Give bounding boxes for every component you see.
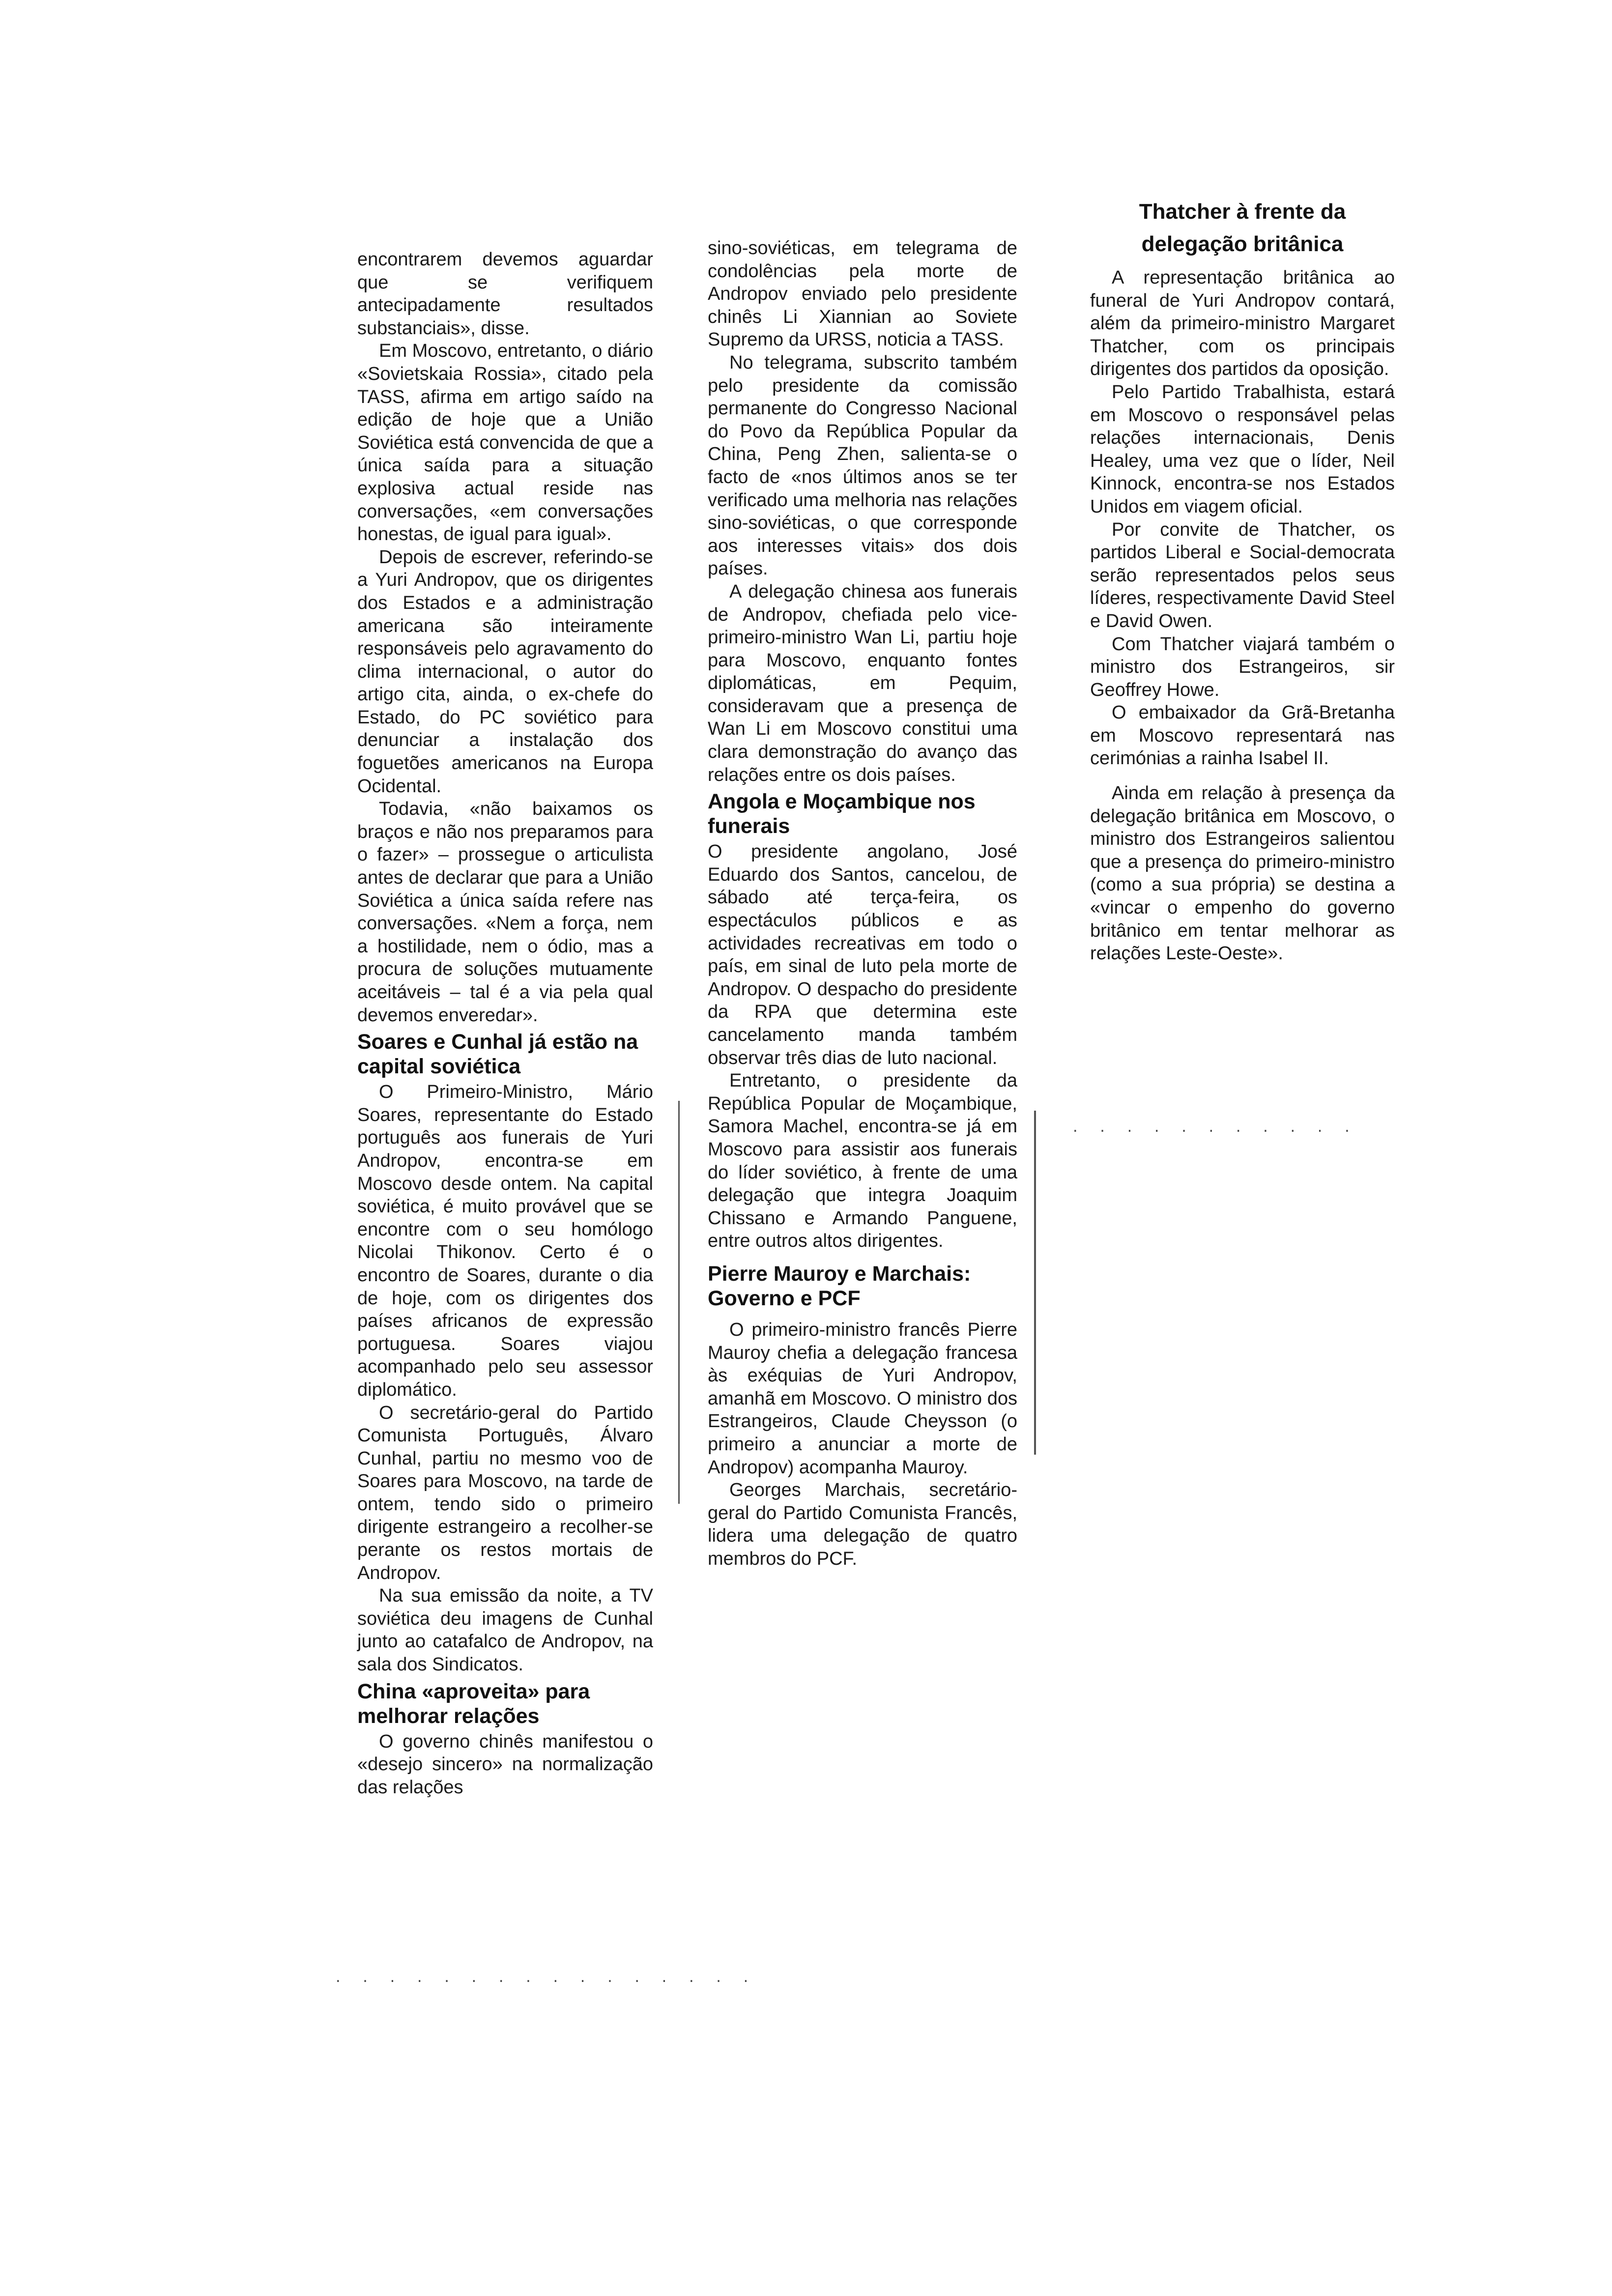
china-paragraph: O governo chinês manifestou o «desejo sincero» na normalização das relações [357, 1731, 653, 1798]
thatcher-paragraph: O embaixador da Grã-Bretanha em Moscovo representará nas cerimónias a rainha Isabel II. [1090, 702, 1395, 769]
scan-noise-bottom-col3: . . . . . . . . . . . [1071, 1120, 1357, 1135]
soares-paragraph: Na sua emissão da noite, a TV soviética deu imagens de Cunhal junto ao catafalco de Andropov, na sala dos Sindicatos. [357, 1585, 653, 1675]
article-column-1 [357, 248, 653, 1799]
thatcher-heading-line2: delegação britânica [1141, 232, 1344, 256]
scan-noise-bottom-col1: . . . . . . . . . . . . . . . . [334, 1971, 756, 1985]
column2-paragraph: A delegação chinesa aos funerais de Andropov, chefiada pelo vice-primeiro-ministro Wan Li, partiu hoje para Moscovo, enquanto fontes diplomáticas, em Pequim, consideravam que a presença de Wan Li em Moscovo constitui uma clara demonstração do avanço das relações entre os dois países. [708, 581, 1017, 785]
column2-paragraph: sino-soviéticas, em telegrama de condolências pela morte de Andropov enviado pelo presidente chinês Li Xiannian ao Soviete Supremo da URSS, noticia a TASS. [708, 238, 1017, 350]
angola-paragraph: Entretanto, o presidente da República Popular de Moçambique, Samora Machel, encontra-se já em Moscovo para assistir aos funerais do líder soviético, à frente de uma delegação que integra Joaquim Chissano e Armando Panguene, entre outros altos dirigentes. [708, 1070, 1017, 1252]
column1-paragraph: Em Moscovo, entretanto, o diário «Sovietskaia Rossia», citado pela TASS, afirma em artigo saído na edição de hoje que a União Soviética está convencida de que a única saída para a situação explosiva actual reside nas conversações, «em conversações honestas, de igual para igual». [357, 341, 653, 545]
article-column-2 [708, 237, 1017, 1570]
thatcher-paragraph: Com Thatcher viajará também o ministro dos Estrangeiros, sir Geoffrey Howe. [1090, 633, 1395, 700]
mauroy-marchais-heading: Pierre Mauroy e Marchais: Governo e PCF [708, 1262, 971, 1310]
angola-paragraph: O presidente angolano, José Eduardo dos Santos, cancelou, de sábado até terça-feira, os espectáculos públicos e as actividades recreativas em todo o país, em sinal de luto pela morte de Andropov. O despacho do presidente da RPA que determina este cancelamento manda também observar três dias de luto nacional. [708, 841, 1017, 1068]
thatcher-headline [1090, 196, 1395, 260]
column1-paragraph: encontrarem devemos aguardar que se verifiquem antecipadamente resultados substanciais», disse. [357, 249, 653, 339]
thatcher-paragraph: Por convite de Thatcher, os partidos Liberal e Social-democrata serão representados pelos seus líderes, respectivamente David Steel e David Owen. [1090, 519, 1395, 631]
soares-paragraph: O secretário-geral do Partido Comunista Português, Álvaro Cunhal, partiu no mesmo voo de Soares para Moscovo, na tarde de ontem, tendo sido o primeiro dirigente estrangeiro a recolher-se perante os restos mortais de Andropov. [357, 1402, 653, 1583]
thatcher-paragraph: Ainda em relação à presença da delegação britânica em Moscovo, o ministro dos Estrangeiros salientou que a presença do primeiro-ministro (como a sua própria) se destina a «vincar o empenho do governo britânico em tentar melhorar as relações Leste-Oeste». [1090, 783, 1395, 964]
angola-mocambique-heading: Angola e Moçambique nos funerais [708, 790, 976, 838]
column-rule-1 [678, 1101, 680, 1504]
soares-paragraph: O Primeiro-Ministro, Mário Soares, representante do Estado português aos funerais de Yuri Andropov, encontra-se em Moscovo desde ontem. Na capital soviética, é muito provável que se encontre com o seu homólogo Nicolai Thikonov. Certo é o encontro de Soares, durante o dia de hoje, com os dirigentes dos países africanos de expressão portuguesa. Soares viajou acompanhado pelo seu assessor diplomático. [357, 1082, 653, 1400]
soares-cunhal-heading: Soares e Cunhal já estão na capital soviética [357, 1030, 638, 1079]
china-heading: China «aproveita» para melhorar relações [357, 1679, 590, 1728]
column2-paragraph: No telegrama, subscrito também pelo presidente da comissão permanente do Congresso Nacional do Povo da República Popular da China, Peng Zhen, salienta-se o facto de «nos últimos anos se ter verificado uma melhoria nas relações sino-soviéticas, o que corresponde aos interesses vitais» dos dois países. [708, 352, 1017, 579]
thatcher-paragraph: A representação britânica ao funeral de Yuri Andropov contará, além da primeiro-ministro Margaret Thatcher, com os principais dirigentes dos partidos da oposição. [1090, 267, 1395, 380]
column1-paragraph: Todavia, «não baixamos os braços e não nos preparamos para o fazer» – prossegue o articulista antes de declarar que para a União Soviética a única saída refere nas conversações. «Nem a força, nem a hostilidade, nem o ódio, mas a procura de soluções mutuamente aceitáveis – tal é a via pela qual devemos enveredar». [357, 799, 653, 1026]
column-rule-2 [1034, 1111, 1036, 1455]
thatcher-paragraph: Pelo Partido Trabalhista, estará em Moscovo o responsável pelas relações internacionais, Denis Healey, uma vez que o líder, Neil Kinnock, encontra-se nos Estados Unidos em viagem oficial. [1090, 381, 1395, 517]
article-column-3 [1090, 266, 1395, 965]
mauroy-paragraph: O primeiro-ministro francês Pierre Mauroy chefia a delegação francesa às exéquias de Yuri Andropov, amanhã em Moscovo. O ministro dos Estrangeiros, Claude Cheysson (o primeiro a anunciar a morte de Andropov) acompanha Mauroy. [708, 1319, 1017, 1478]
mauroy-paragraph: Georges Marchais, secretário-geral do Partido Comunista Francês, lidera uma delegação de quatro membros do PCF. [708, 1480, 1017, 1569]
column1-paragraph: Depois de escrever, referindo-se a Yuri Andropov, que os dirigentes dos Estados e a administração americana são inteiramente responsáveis pelo agravamento do clima internacional, o autor do artigo cita, ainda, o ex-chefe do Estado, do PC soviético para denunciar a instalação dos foguetões americanos na Europa Ocidental. [357, 546, 653, 797]
thatcher-heading-line1: Thatcher à frente da [1139, 200, 1346, 224]
